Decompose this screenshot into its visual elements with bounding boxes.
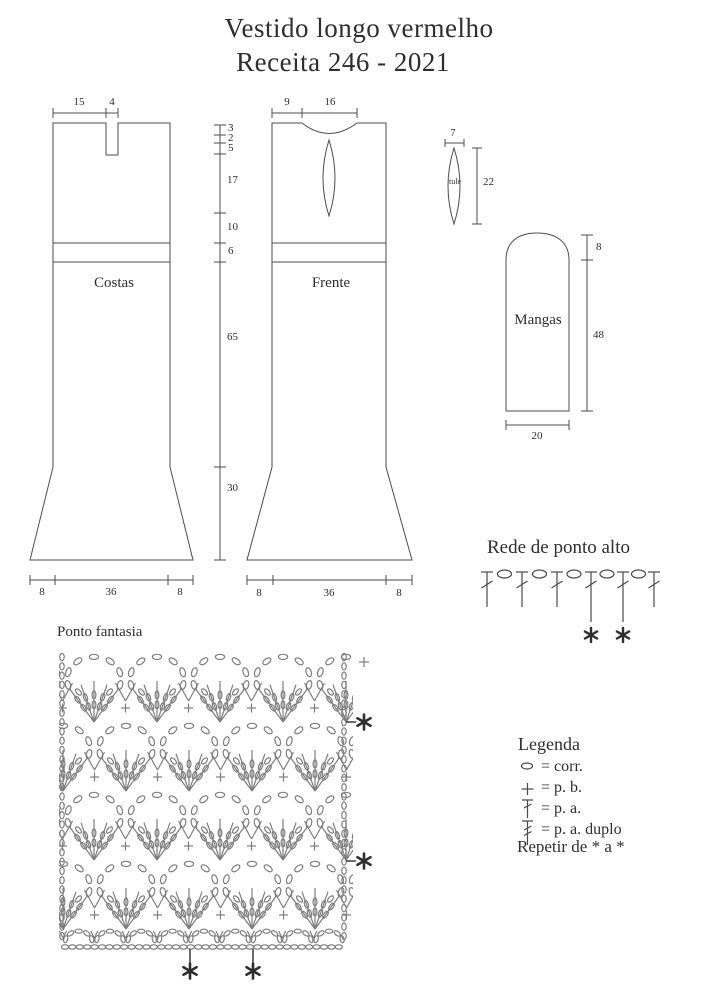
frente-top-measure-1: 9 bbox=[284, 96, 290, 108]
ruler-value-10: 10 bbox=[227, 221, 238, 233]
mangas-width-measure: 20 bbox=[531, 430, 543, 442]
tule-length-measure: 22 bbox=[483, 176, 494, 188]
fantasia-section-title: Ponto fantasia bbox=[57, 624, 143, 640]
costas-top-measure-2: 4 bbox=[109, 96, 115, 108]
costas-label: Costas bbox=[93, 275, 135, 291]
tule-label: tule bbox=[449, 177, 461, 186]
frente-bottom-measure-1: 8 bbox=[256, 587, 262, 599]
center-ruler bbox=[214, 125, 226, 560]
legend-symbols bbox=[522, 763, 534, 845]
legend-item-chain: = corr. bbox=[541, 758, 583, 775]
frente-bottom-measure-3: 8 bbox=[396, 587, 402, 599]
chain-icon bbox=[522, 763, 533, 769]
ruler-value-5: 5 bbox=[228, 142, 234, 154]
ruler-value-65: 65 bbox=[227, 331, 238, 343]
page-subtitle: Receita 246 - 2021 bbox=[236, 47, 450, 77]
mangas-outline bbox=[506, 233, 593, 430]
legend-item-treble: = p. a. duplo bbox=[541, 821, 622, 838]
frente-outline bbox=[247, 108, 412, 585]
page-title: Vestido longo vermelho bbox=[224, 13, 494, 43]
legend-title: Legenda bbox=[518, 734, 580, 754]
costas-top-measure-1: 15 bbox=[73, 96, 85, 108]
frente-bottom-measure-2: 36 bbox=[323, 587, 335, 599]
rede-diagram bbox=[481, 570, 660, 622]
mangas-label: Mangas bbox=[514, 312, 562, 328]
legend-item-dc: = p. a. bbox=[541, 800, 582, 817]
single-crochet-icon bbox=[522, 783, 534, 795]
double-crochet-icon bbox=[522, 800, 533, 818]
costas-bottom-measure-3: 8 bbox=[177, 586, 183, 598]
rede-section-title: Rede de ponto alto bbox=[487, 537, 630, 558]
front-slit-outline bbox=[323, 140, 335, 216]
frente-top-measure-2: 16 bbox=[324, 96, 336, 108]
ruler-value-6: 6 bbox=[228, 245, 234, 257]
tule-width-measure: 7 bbox=[450, 128, 456, 139]
legend-repeat-note: Repetir de * a * bbox=[517, 837, 625, 856]
legend-item-sc: = p. b. bbox=[541, 779, 583, 796]
ruler-value-30: 30 bbox=[227, 482, 238, 494]
mangas-length-measure: 48 bbox=[593, 329, 604, 341]
ruler-value-17: 17 bbox=[227, 174, 238, 186]
costas-bottom-measure-1: 8 bbox=[39, 586, 45, 598]
ruler-value-3: 3 bbox=[228, 122, 234, 134]
schematic-drawings bbox=[30, 108, 593, 585]
fantasia-chart bbox=[1, 654, 429, 949]
ruler-value-2: 2 bbox=[228, 132, 234, 144]
mangas-cap-measure: 8 bbox=[596, 241, 602, 253]
frente-label: Frente bbox=[311, 275, 351, 291]
costas-outline bbox=[30, 108, 193, 585]
costas-bottom-measure-2: 36 bbox=[105, 586, 117, 598]
